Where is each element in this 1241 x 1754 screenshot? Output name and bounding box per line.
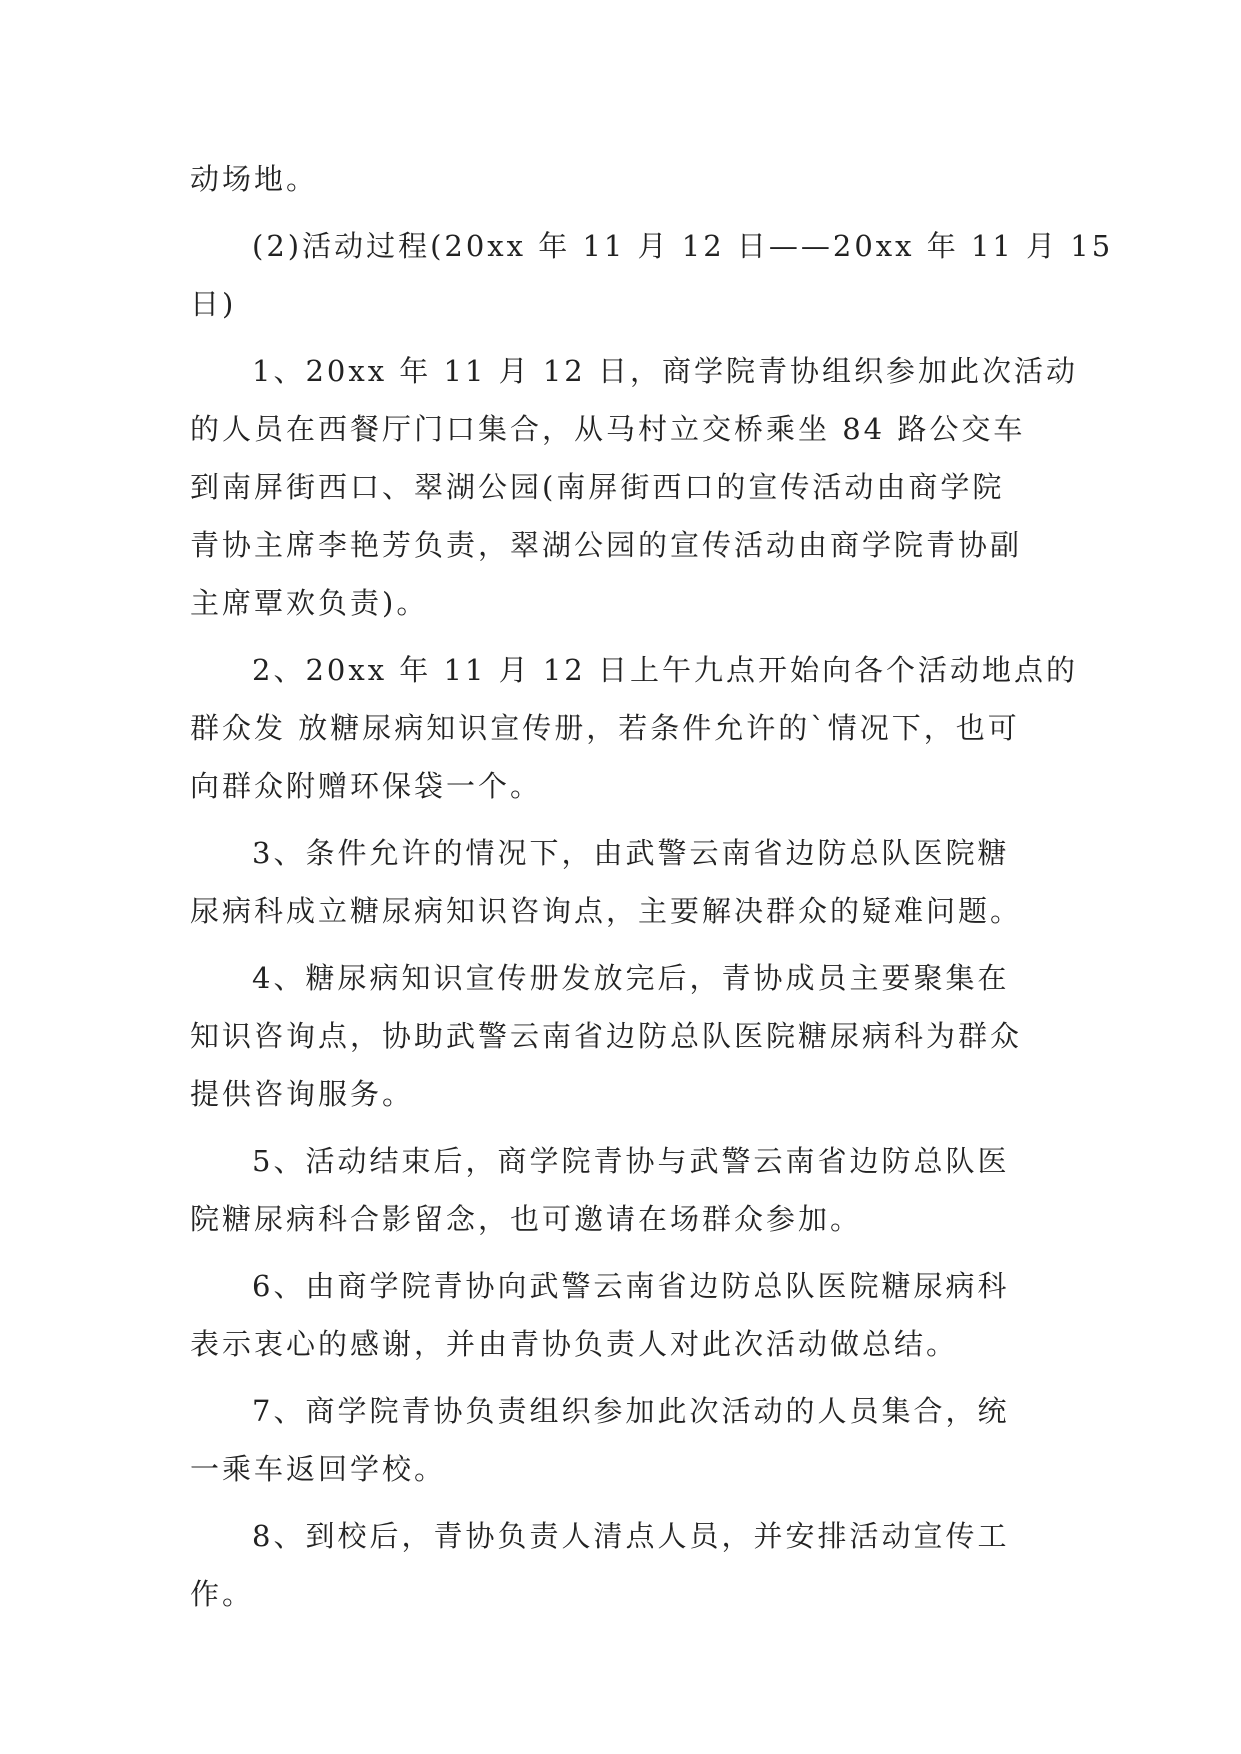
text-line: 8、到校后，青协负责人清点人员，并安排活动宣传工 bbox=[252, 1519, 1010, 1553]
paragraph-step-4 bbox=[190, 949, 1050, 1123]
document-body bbox=[190, 150, 1114, 1632]
paragraph-step-2 bbox=[190, 641, 1078, 815]
text-line: 提供咨询服务。 bbox=[190, 1077, 415, 1111]
text-line: 2、20xx 年 11 月 12 日上午九点开始向各个活动地点的 bbox=[252, 653, 1078, 687]
paragraph-step-1 bbox=[190, 342, 1078, 632]
paragraph-step-3 bbox=[190, 824, 1050, 940]
text-line: (2)活动过程(20xx 年 11 月 12 日——20xx 年 11 月 15 bbox=[252, 229, 1114, 263]
text-line: 主席覃欢负责)。 bbox=[190, 586, 429, 620]
paragraph-continuation bbox=[190, 150, 1050, 208]
text-line: 3、条件允许的情况下，由武警云南省边防总队医院糖 bbox=[252, 836, 1010, 870]
paragraph-activity-process-heading bbox=[190, 217, 1114, 333]
paragraph-step-5 bbox=[190, 1132, 1050, 1248]
paragraph-step-7 bbox=[190, 1382, 1050, 1498]
text-line: 作。 bbox=[190, 1577, 255, 1611]
text-line: 表示衷心的感谢，并由青协负责人对此次活动做总结。 bbox=[190, 1327, 959, 1361]
text-line: 群众发 放糖尿病知识宣传册，若条件允许的`情况下，也可 bbox=[190, 711, 1020, 745]
text-line: 院糖尿病科合影留念，也可邀请在场群众参加。 bbox=[190, 1202, 863, 1236]
text-line: 青协主席李艳芳负责，翠湖公园的宣传活动由商学院青协副 bbox=[190, 528, 1023, 562]
text-line: 6、由商学院青协向武警云南省边防总队医院糖尿病科 bbox=[252, 1269, 1010, 1303]
text-line: 7、商学院青协负责组织参加此次活动的人员集合，统 bbox=[252, 1394, 1010, 1428]
text-line: 到南屏街西口、翠湖公园(南屏街西口的宣传活动由商学院 bbox=[190, 470, 1005, 504]
text-line: 一乘车返回学校。 bbox=[190, 1452, 447, 1486]
text-line: 向群众附赠环保袋一个。 bbox=[190, 769, 543, 803]
text-line: 1、20xx 年 11 月 12 日，商学院青协组织参加此次活动 bbox=[252, 354, 1078, 388]
text-line: 尿病科成立糖尿病知识咨询点，主要解决群众的疑难问题。 bbox=[190, 894, 1023, 928]
paragraph-step-8 bbox=[190, 1507, 1050, 1623]
text-line: 知识咨询点，协助武警云南省边防总队医院糖尿病科为群众 bbox=[190, 1019, 1023, 1053]
text-line: 5、活动结束后，商学院青协与武警云南省边防总队医 bbox=[252, 1144, 1010, 1178]
text-line: 动场地。 bbox=[190, 162, 319, 196]
text-line: 的人员在西餐厅门口集合，从马村立交桥乘坐 84 路公交车 bbox=[190, 412, 1026, 446]
text-line: 日) bbox=[190, 287, 237, 321]
text-line: 4、糖尿病知识宣传册发放完后，青协成员主要聚集在 bbox=[252, 961, 1010, 995]
paragraph-step-6 bbox=[190, 1257, 1050, 1373]
